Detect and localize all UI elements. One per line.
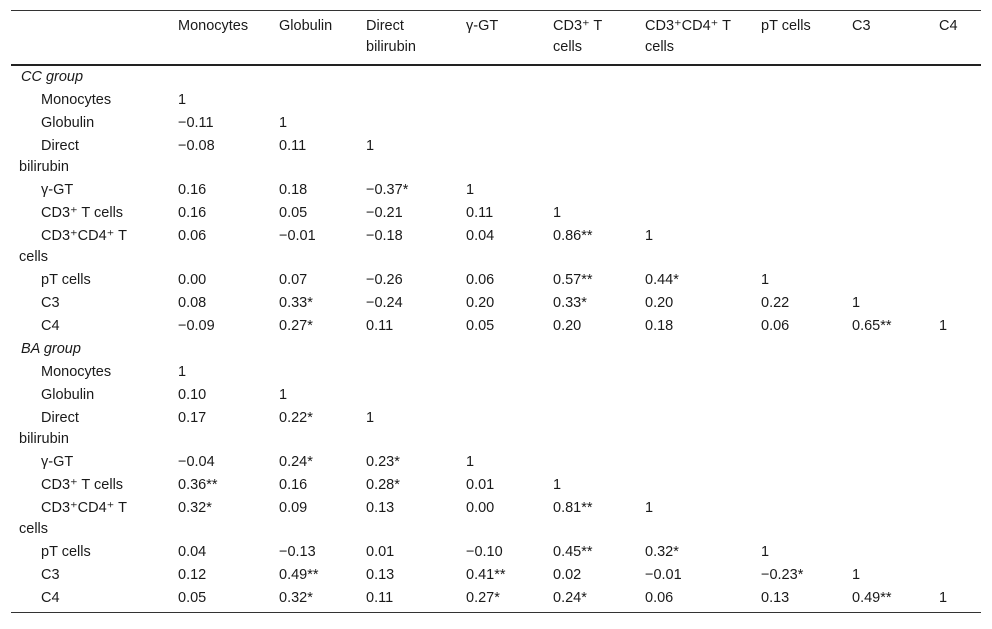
correlation-table [11, 10, 981, 613]
correlation-cell: 0.18 [279, 182, 308, 198]
correlation-cell: 0.06 [761, 318, 790, 334]
correlation-cell [931, 407, 981, 451]
correlation-cell: 1 [366, 410, 375, 426]
row-label [11, 451, 170, 474]
row-label-text: Globulin [41, 387, 95, 403]
correlation-cell: 0.24* [553, 590, 587, 606]
correlation-cell: −0.13 [279, 544, 316, 560]
row-label-text: pT cells [41, 544, 91, 560]
correlation-cell: 1 [466, 454, 475, 470]
correlation-cell [753, 112, 844, 135]
row-label-text: Direct [41, 138, 79, 154]
correlation-cell [844, 451, 931, 474]
row-label [11, 269, 170, 292]
correlation-cell [844, 361, 931, 384]
correlation-cell [844, 474, 931, 497]
row-label [11, 89, 170, 112]
table-header [11, 11, 981, 66]
row-label-text: γ-GT [41, 454, 74, 470]
correlation-cell: 0.33* [279, 295, 313, 311]
correlation-cell: −0.26 [366, 272, 403, 288]
table-row [11, 451, 981, 474]
table-row [11, 89, 981, 112]
table-row [11, 112, 981, 135]
table-row [11, 292, 981, 315]
correlation-cell [545, 135, 637, 179]
correlation-cell: −0.09 [178, 318, 215, 334]
column-header: pT cells [761, 18, 811, 34]
correlation-cell [358, 89, 458, 112]
correlation-cell: 0.11 [466, 205, 494, 221]
row-label-text: CD3⁺CD4⁺ T [41, 500, 127, 516]
table-row [11, 474, 981, 497]
column-header: Monocytes [178, 18, 249, 34]
correlation-cell: 0.11 [279, 138, 307, 154]
correlation-cell: 0.22* [279, 410, 313, 426]
row-label-text: C3 [41, 567, 60, 583]
row-label [11, 292, 170, 315]
correlation-cell [931, 112, 981, 135]
correlation-cell [753, 361, 844, 384]
correlation-cell: 0.36** [178, 477, 218, 493]
correlation-cell: −0.01 [645, 567, 682, 583]
table-row [11, 202, 981, 225]
group-row [11, 338, 981, 361]
row-label [11, 202, 170, 225]
correlation-cell [637, 179, 753, 202]
correlation-cell: 0.09 [279, 500, 308, 516]
column-header: C4 [939, 18, 958, 34]
correlation-cell: −0.18 [366, 228, 403, 244]
correlation-cell [844, 541, 931, 564]
correlation-cell [545, 384, 637, 407]
correlation-cell: 0.23* [366, 454, 400, 470]
row-label [11, 587, 170, 613]
correlation-cell: −0.37* [366, 182, 409, 198]
correlation-cell [458, 361, 545, 384]
correlation-cell [753, 451, 844, 474]
correlation-cell: 0.49** [279, 567, 319, 583]
table-row [11, 497, 981, 541]
correlation-cell: 0.04 [178, 544, 207, 560]
row-label-text: C3 [41, 295, 60, 311]
row-label-text: CD3⁺ T cells [41, 205, 124, 221]
row-label-text: C4 [41, 318, 60, 334]
correlation-cell: 1 [852, 567, 861, 583]
correlation-cell [545, 451, 637, 474]
correlation-cell: 0.16 [279, 477, 308, 493]
row-label-text: pT cells [41, 272, 91, 288]
row-label-continuation: cells [19, 249, 49, 265]
correlation-cell [753, 474, 844, 497]
correlation-table-container [11, 10, 981, 613]
correlation-cell [844, 407, 931, 451]
table-body [11, 65, 981, 613]
correlation-cell [931, 225, 981, 269]
correlation-cell: 0.05 [466, 318, 495, 334]
correlation-cell [753, 225, 844, 269]
row-label [11, 564, 170, 587]
correlation-cell: 1 [279, 115, 288, 131]
correlation-cell [931, 269, 981, 292]
correlation-cell [931, 89, 981, 112]
column-header: Direct bilirubin [366, 18, 416, 55]
correlation-cell: 0.49** [852, 590, 892, 606]
row-label-text: Monocytes [41, 364, 112, 380]
correlation-cell: 0.13 [366, 567, 395, 583]
correlation-cell: 0.20 [466, 295, 495, 311]
row-label-text: CD3⁺CD4⁺ T [41, 228, 127, 244]
correlation-cell [931, 202, 981, 225]
correlation-cell [753, 497, 844, 541]
row-label-text: CD3⁺ T cells [41, 477, 124, 493]
column-header: CD3⁺CD4⁺ T cells [645, 18, 731, 55]
table-row [11, 315, 981, 338]
correlation-cell: 0.20 [645, 295, 674, 311]
correlation-cell: 1 [553, 205, 562, 221]
correlation-cell [545, 179, 637, 202]
correlation-cell [844, 497, 931, 541]
correlation-cell [844, 225, 931, 269]
correlation-cell [545, 407, 637, 451]
row-label-text: Direct [41, 410, 79, 426]
header-row [11, 11, 981, 66]
group-row [11, 65, 981, 89]
correlation-cell [753, 179, 844, 202]
correlation-cell [931, 179, 981, 202]
row-label [11, 135, 170, 179]
correlation-cell: 0.18 [645, 318, 674, 334]
correlation-cell [637, 112, 753, 135]
table-row [11, 225, 981, 269]
correlation-cell: 1 [645, 228, 654, 244]
correlation-cell: 0.86** [553, 228, 593, 244]
correlation-cell [458, 407, 545, 451]
row-label [11, 541, 170, 564]
correlation-cell: 0.22 [761, 295, 790, 311]
correlation-cell: 0.28* [366, 477, 400, 493]
correlation-cell [844, 202, 931, 225]
correlation-cell: 0.06 [178, 228, 207, 244]
correlation-cell [844, 89, 931, 112]
correlation-cell: 1 [939, 590, 948, 606]
correlation-cell: 0.04 [466, 228, 495, 244]
correlation-cell: 1 [761, 544, 770, 560]
correlation-cell [545, 361, 637, 384]
row-label [11, 112, 170, 135]
correlation-cell: −0.04 [178, 454, 215, 470]
table-row [11, 384, 981, 407]
correlation-cell: −0.21 [366, 205, 403, 221]
correlation-cell [753, 407, 844, 451]
correlation-cell [844, 269, 931, 292]
column-header: CD3⁺ T cells [553, 18, 603, 55]
correlation-cell: −0.01 [279, 228, 316, 244]
correlation-cell: 1 [178, 92, 187, 108]
correlation-cell [931, 497, 981, 541]
table-row [11, 269, 981, 292]
correlation-cell [931, 451, 981, 474]
correlation-cell: 0.41** [466, 567, 506, 583]
correlation-cell: 0.01 [366, 544, 395, 560]
table-row [11, 179, 981, 202]
correlation-cell: 0.27* [466, 590, 500, 606]
correlation-cell: 0.00 [466, 500, 495, 516]
correlation-cell: 1 [466, 182, 475, 198]
correlation-cell: 0.45** [553, 544, 593, 560]
correlation-cell [358, 112, 458, 135]
correlation-cell: 0.10 [178, 387, 207, 403]
row-label [11, 474, 170, 497]
correlation-cell: 1 [761, 272, 770, 288]
row-label [11, 179, 170, 202]
correlation-cell [931, 474, 981, 497]
correlation-cell [637, 384, 753, 407]
row-label [11, 361, 170, 384]
group-title: CC group [21, 69, 84, 85]
correlation-cell: 0.02 [553, 567, 582, 583]
table-row [11, 407, 981, 451]
correlation-cell [271, 89, 358, 112]
correlation-cell: 1 [852, 295, 861, 311]
table-row [11, 135, 981, 179]
correlation-cell: 0.24* [279, 454, 313, 470]
correlation-cell: 0.13 [366, 500, 395, 516]
correlation-cell: 0.16 [178, 182, 207, 198]
correlation-cell: 0.06 [645, 590, 674, 606]
table-row [11, 361, 981, 384]
correlation-cell: −0.08 [178, 138, 215, 154]
correlation-cell [931, 135, 981, 179]
correlation-cell [458, 89, 545, 112]
correlation-cell: 1 [366, 138, 375, 154]
correlation-cell [637, 407, 753, 451]
correlation-cell [358, 384, 458, 407]
correlation-cell: −0.10 [466, 544, 503, 560]
row-label-text: Globulin [41, 115, 95, 131]
correlation-cell: 1 [553, 477, 562, 493]
correlation-cell [753, 202, 844, 225]
table-row [11, 564, 981, 587]
correlation-cell: −0.24 [366, 295, 403, 311]
correlation-cell: −0.11 [178, 115, 214, 131]
correlation-cell [637, 89, 753, 112]
correlation-cell [931, 361, 981, 384]
correlation-cell: 0.32* [645, 544, 679, 560]
correlation-cell: 0.16 [178, 205, 207, 221]
correlation-cell: 0.07 [279, 272, 308, 288]
correlation-cell: 0.33* [553, 295, 587, 311]
group-title: BA group [21, 341, 81, 357]
correlation-cell [931, 384, 981, 407]
correlation-cell: 1 [939, 318, 948, 334]
row-label [11, 225, 170, 269]
correlation-cell: −0.23* [761, 567, 804, 583]
correlation-cell [637, 361, 753, 384]
correlation-cell [637, 202, 753, 225]
correlation-cell: 0.11 [366, 318, 394, 334]
row-label-text: γ-GT [41, 182, 74, 198]
row-label-continuation: bilirubin [19, 431, 69, 447]
correlation-cell: 0.01 [466, 477, 495, 493]
column-header: C3 [852, 18, 871, 34]
correlation-cell [637, 451, 753, 474]
correlation-cell: 0.65** [852, 318, 892, 334]
correlation-cell [458, 135, 545, 179]
row-label [11, 315, 170, 338]
correlation-cell: 0.81** [553, 500, 593, 516]
row-label-text: C4 [41, 590, 60, 606]
correlation-cell [271, 361, 358, 384]
correlation-cell: 0.08 [178, 295, 207, 311]
correlation-cell [458, 384, 545, 407]
correlation-cell [753, 384, 844, 407]
correlation-cell [931, 564, 981, 587]
row-label [11, 497, 170, 541]
column-header: γ-GT [466, 18, 499, 34]
correlation-cell [637, 474, 753, 497]
column-header: Globulin [279, 18, 333, 34]
correlation-cell: 1 [178, 364, 187, 380]
correlation-cell: 1 [645, 500, 654, 516]
correlation-cell: 1 [279, 387, 288, 403]
correlation-cell: 0.05 [178, 590, 207, 606]
correlation-cell: 0.32* [178, 500, 212, 516]
correlation-cell [931, 541, 981, 564]
correlation-cell [753, 89, 844, 112]
table-row [11, 541, 981, 564]
row-label [11, 384, 170, 407]
table-row [11, 587, 981, 613]
correlation-cell [844, 179, 931, 202]
correlation-cell: 0.11 [366, 590, 394, 606]
correlation-cell: 0.44* [645, 272, 679, 288]
correlation-cell [844, 135, 931, 179]
row-label-continuation: bilirubin [19, 159, 69, 175]
row-label-continuation: cells [19, 521, 49, 537]
correlation-cell [844, 112, 931, 135]
correlation-cell: 0.27* [279, 318, 313, 334]
correlation-cell: 0.32* [279, 590, 313, 606]
header-cell-empty [11, 11, 170, 66]
correlation-cell: 0.12 [178, 567, 207, 583]
row-label [11, 407, 170, 451]
correlation-cell: 0.06 [466, 272, 495, 288]
row-label-text: Monocytes [41, 92, 112, 108]
correlation-cell: 0.13 [761, 590, 790, 606]
correlation-cell: 0.05 [279, 205, 308, 221]
correlation-cell [753, 135, 844, 179]
correlation-cell: 0.20 [553, 318, 582, 334]
correlation-cell: 0.57** [553, 272, 593, 288]
correlation-cell [844, 384, 931, 407]
correlation-cell [358, 361, 458, 384]
correlation-cell [458, 112, 545, 135]
correlation-cell [545, 112, 637, 135]
correlation-cell: 0.00 [178, 272, 207, 288]
correlation-cell [637, 135, 753, 179]
correlation-cell: 0.17 [178, 410, 207, 426]
correlation-cell [931, 292, 981, 315]
correlation-cell [545, 89, 637, 112]
